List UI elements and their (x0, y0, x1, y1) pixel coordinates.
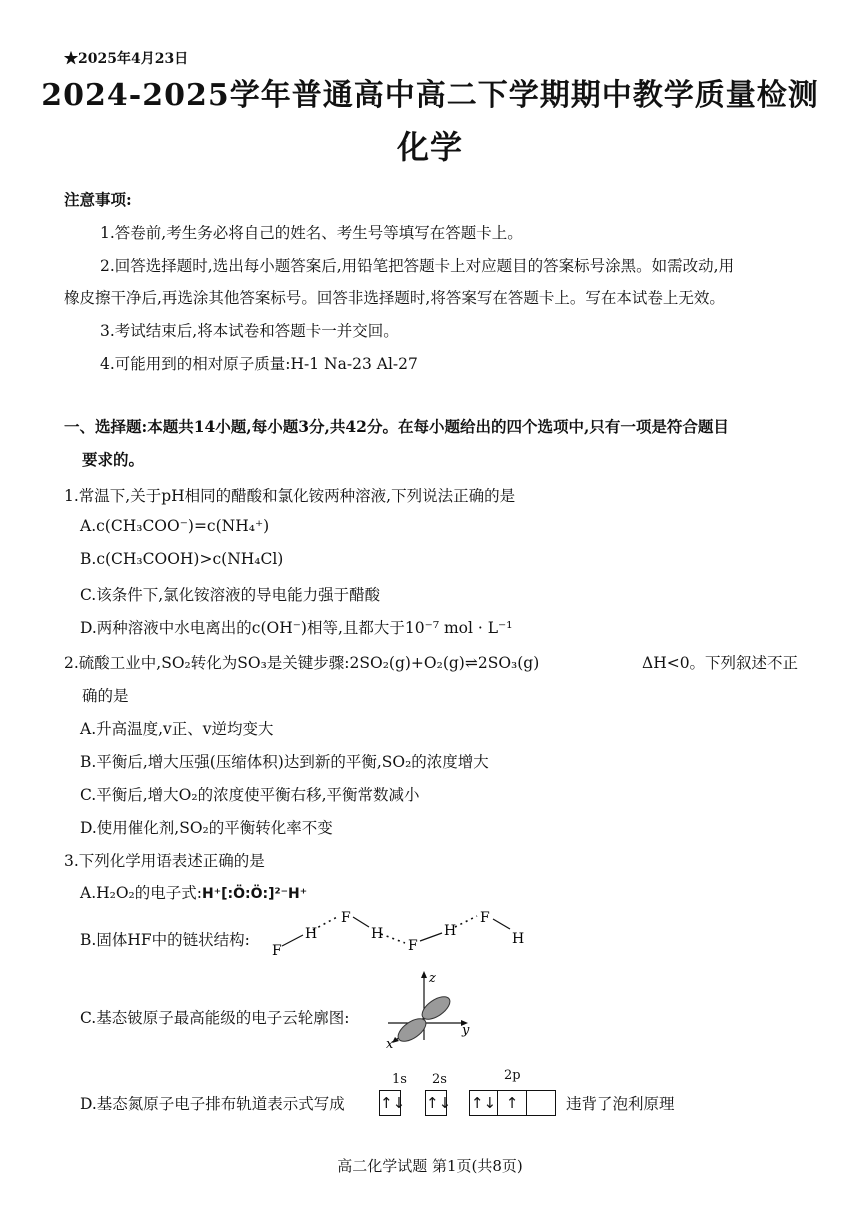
orbital-box-2p: ↑↓ (469, 1090, 498, 1116)
axis-x-label: x (386, 1037, 394, 1050)
question-2-stem: 2.硫酸工业中,SO₂转化为SO₃是关键步骤:2SO₂(g)+O₂(g)⇌2SO₃(g) (64, 654, 540, 672)
h2o2-electron-formula: H⁺[:Ö:Ö:]²⁻H⁺ (202, 886, 308, 902)
question-2-option-b: B.平衡后,增大压强(压缩体积)达到新的平衡,SO₂的浓度增大 (80, 753, 489, 771)
orbital-label-2s: 2s (432, 1072, 447, 1087)
notice-item-2-line2: 橡皮擦干净后,再选涂其他答案标号。回答非选择题时,将答案写在答题卡上。写在本试卷上无效。 (64, 289, 725, 307)
hf-chain-structure (265, 905, 545, 960)
question-3-option-b: B.固体HF中的链状结构: (80, 931, 250, 949)
question-2-option-d: D.使用催化剂,SO₂的平衡转化率不变 (80, 819, 333, 837)
question-1-option-a: A.c(CH₃COO⁻)=c(NH₄⁺) (80, 517, 270, 535)
orbital-label-1s: 1s (392, 1072, 407, 1087)
section-heading-line1: 一、选择题:本题共14小题,每小题3分,共42分。在每小题给出的四个选项中,只有一项是符合题目 (64, 417, 729, 436)
notice-item-1: 1.答卷前,考生务必将自己的姓名、考生号等填写在答题卡上。 (100, 224, 523, 242)
question-2-option-a: A.升高温度,v正、v逆均变大 (80, 720, 274, 738)
orbital-box-2s: ↑↓ (425, 1090, 447, 1116)
question-3-option-d-prefix: D.基态氮原子电子排布轨道表示式写成 (80, 1095, 345, 1113)
section-heading-line2: 要求的。 (82, 450, 145, 469)
hf-atom: H (444, 923, 457, 939)
hf-atom: F (480, 910, 490, 926)
hf-atom: F (272, 943, 282, 959)
question-3-option-a-label: A.H₂O₂的电子式: (80, 884, 202, 902)
hf-atom: H (305, 926, 318, 942)
question-1-option-c: C.该条件下,氯化铵溶液的导电能力强于醋酸 (80, 586, 381, 604)
hf-atom: H (512, 931, 525, 947)
notice-item-2-line1: 2.回答选择题时,选出每小题答案后,用铅笔把答题卡上对应题目的答案标号涂黑。如需改动,用 (100, 257, 735, 275)
axis-z-label: z (429, 971, 436, 986)
axis-y-label: y (462, 1023, 470, 1038)
exam-date: ★2025年4月23日 (64, 51, 189, 67)
notice-heading: 注意事项: (64, 190, 132, 209)
orbital-box-1s: ↑↓ (379, 1090, 401, 1116)
question-1-stem: 1.常温下,关于pH相同的醋酸和氯化铵两种溶液,下列说法正确的是 (64, 487, 516, 505)
exam-title: 2024-2025学年普通高中高二下学期期中教学质量检测 (41, 78, 819, 113)
question-1-option-b: B.c(CH₃COOH)>c(NH₄Cl) (80, 550, 284, 568)
hf-atom: F (341, 910, 351, 926)
question-2-enthalpy: ΔH<0。下列叙述不正 (642, 654, 799, 672)
question-3-option-d-suffix: 违背了泡利原理 (566, 1095, 675, 1113)
question-3-option-a (80, 881, 307, 903)
page-footer: 高二化学试题 第1页(共8页) (337, 1157, 523, 1175)
question-2-stem-line2: 确的是 (82, 687, 129, 705)
question-3-stem: 3.下列化学用语表述正确的是 (64, 852, 265, 870)
notice-item-4: 4.可能用到的相对原子质量:H-1 Na-23 Al-27 (100, 355, 418, 373)
hf-atom: F (408, 938, 418, 954)
subject-title: 化学 (396, 128, 463, 166)
orbital-box-2p: ↑ (497, 1090, 527, 1116)
question-3-option-c: C.基态铍原子最高能级的电子云轮廓图: (80, 1009, 350, 1027)
notice-item-3: 3.考试结束后,将本试卷和答题卡一并交回。 (100, 322, 399, 340)
orbital-label-2p: 2p (504, 1068, 521, 1083)
question-2-option-c: C.平衡后,增大O₂的浓度使平衡右移,平衡常数减小 (80, 786, 420, 804)
question-1-option-d: D.两种溶液中水电离出的c(OH⁻)相等,且都大于10⁻⁷ mol · L⁻¹ (80, 619, 513, 637)
hf-atom: H (371, 926, 384, 942)
p-orbital-diagram (378, 968, 478, 1050)
orbital-box-2p (526, 1090, 556, 1116)
